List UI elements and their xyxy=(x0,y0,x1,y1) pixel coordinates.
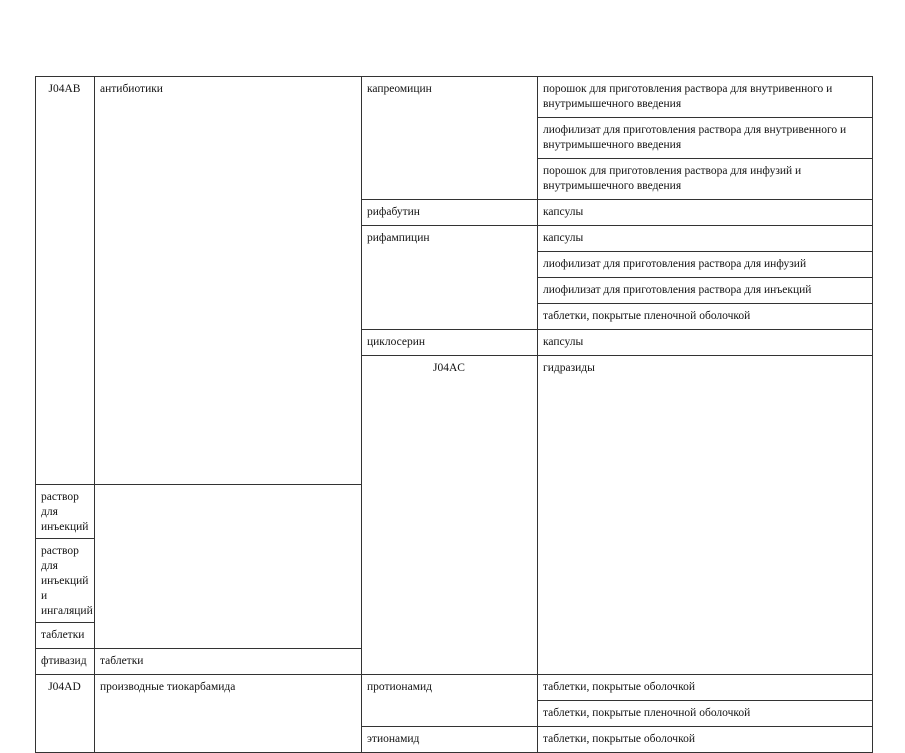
table-row xyxy=(36,77,873,118)
drug-name: рифабутин xyxy=(362,200,538,226)
dosage-form: порошок для приготовления раствора для внутривенного и внутримышечного введения xyxy=(538,77,873,118)
atc-code: J04AC xyxy=(362,356,538,675)
dosage-form: таблетки, покрытые оболочкой xyxy=(538,675,873,701)
dosage-form: таблетки, покрытые пленочной оболочкой xyxy=(538,701,873,727)
drug-name: протионамид xyxy=(362,675,538,727)
atc-code: J04AD xyxy=(36,675,95,753)
dosage-form: таблетки, покрытые оболочкой xyxy=(538,727,873,753)
dosage-form: таблетки xyxy=(95,649,362,675)
group-name: гидразиды xyxy=(538,356,873,675)
dosage-form: раствор для инъекций xyxy=(36,485,95,539)
drug-classification-table xyxy=(35,76,873,753)
dosage-form: таблетки, покрытые пленочной оболочкой xyxy=(538,304,873,330)
dosage-form: лиофилизат для приготовления раствора для внутривенного и внутримышечного введения xyxy=(538,118,873,159)
dosage-form: капсулы xyxy=(538,330,873,356)
drug-name: рифампицин xyxy=(362,226,538,330)
dosage-form: лиофилизат для приготовления раствора для инфузий xyxy=(538,252,873,278)
drug-name: этионамид xyxy=(362,727,538,753)
dosage-form: капсулы xyxy=(538,226,873,252)
group-name: антибиотики xyxy=(95,77,362,485)
atc-code: J04AB xyxy=(36,77,95,485)
drug-name: фтивазид xyxy=(36,649,95,675)
drug-name: циклосерин xyxy=(362,330,538,356)
group-name: производные тиокарбамида xyxy=(95,675,362,753)
drug-name: капреомицин xyxy=(362,77,538,200)
table-row xyxy=(36,675,873,701)
dosage-form: капсулы xyxy=(538,200,873,226)
dosage-form: таблетки xyxy=(36,623,95,649)
dosage-form: раствор для инъекций и ингаляций xyxy=(36,539,95,623)
dosage-form: порошок для приготовления раствора для инфузий и внутримышечного введения xyxy=(538,159,873,200)
dosage-form: лиофилизат для приготовления раствора для инъекций xyxy=(538,278,873,304)
